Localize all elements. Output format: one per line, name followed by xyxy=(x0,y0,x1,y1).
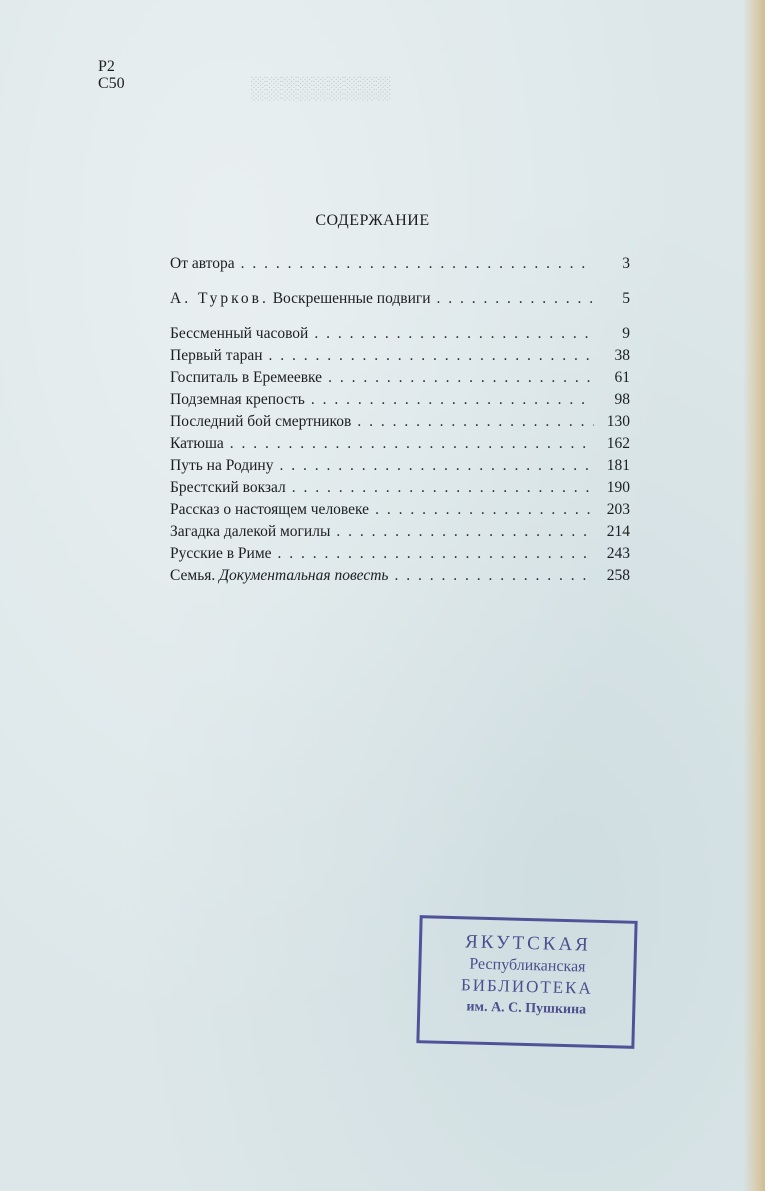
toc-entry xyxy=(170,435,630,457)
toc-entry xyxy=(170,545,630,567)
toc-entry-title: Бессменный часовой xyxy=(170,325,309,342)
toc-entry-title xyxy=(170,290,431,308)
toc-entry xyxy=(170,325,630,347)
toc-entry xyxy=(170,457,630,479)
show-through-text: ░░░░░░░░░ xyxy=(250,75,391,100)
toc-entry-title-text: Семья. xyxy=(170,567,216,584)
toc-entry-page: 130 xyxy=(606,413,630,430)
dot-leader xyxy=(279,457,594,475)
dot-leader xyxy=(230,435,594,453)
toc-entry-page: 9 xyxy=(622,325,630,342)
toc-entry-page: 181 xyxy=(606,457,630,474)
toc-entry-title: Катюша xyxy=(170,435,224,452)
toc-entry xyxy=(170,501,630,523)
toc-entry-page: 5 xyxy=(622,290,630,307)
toc-entry-title: Загадка далекой могилы xyxy=(170,523,331,540)
toc-entry-page: 61 xyxy=(614,369,630,386)
shelf-code xyxy=(98,58,125,92)
toc-entry xyxy=(170,523,630,545)
toc-entry xyxy=(170,391,630,413)
page-edge xyxy=(743,0,765,1191)
stamp-line-4: им. А. С. Пушкина xyxy=(466,999,587,1018)
toc-entry-title: Путь на Родину xyxy=(170,457,274,474)
page-title: СОДЕРЖАНИЕ xyxy=(315,212,430,229)
toc-entry-title: Первый таран xyxy=(170,347,263,364)
dot-leader xyxy=(357,413,594,431)
dot-leader xyxy=(269,347,595,365)
toc-entry-page: 162 xyxy=(606,435,630,452)
dot-leader xyxy=(314,325,594,343)
dot-leader xyxy=(311,391,594,409)
toc-entry-subtitle: Документальная повесть xyxy=(219,567,389,584)
toc-entry-title: От автора xyxy=(170,255,235,272)
toc-entry xyxy=(170,290,630,312)
dot-leader xyxy=(292,479,594,497)
dot-leader xyxy=(328,369,594,387)
toc-entry-page: 38 xyxy=(614,347,630,364)
toc-entry-title-text: Воскрешенные подвиги xyxy=(272,290,431,307)
toc-entry-title: Последний бой смертников xyxy=(170,413,352,430)
toc-entry-page: 98 xyxy=(614,391,630,408)
toc-entry xyxy=(170,567,630,589)
library-stamp xyxy=(416,915,637,1049)
toc-entry-page: 190 xyxy=(606,479,630,496)
stamp-line-2: Республиканская xyxy=(469,955,586,976)
toc-entry-page: 214 xyxy=(606,523,630,540)
toc-entry-title: Брестский вокзал xyxy=(170,479,286,496)
toc-entry xyxy=(170,413,630,435)
stamp-line-3: БИБЛИОТЕКА xyxy=(460,975,594,998)
toc-entry-page: 3 xyxy=(622,255,630,272)
dot-leader xyxy=(241,255,594,273)
toc-entry xyxy=(170,369,630,391)
toc-entry-title xyxy=(170,567,388,585)
toc-entry-title: Рассказ о настоящем человеке xyxy=(170,501,370,518)
toc-entry-author: А. Турков. xyxy=(170,290,269,307)
toc-entry-title: Русские в Риме xyxy=(170,545,272,562)
dot-leader xyxy=(394,567,594,585)
shelf-code-line-1: Р2 xyxy=(98,58,115,75)
toc-entry-title: Подземная крепость xyxy=(170,391,305,408)
dot-leader xyxy=(278,545,594,563)
toc-entry-page: 258 xyxy=(606,567,630,584)
toc-entry xyxy=(170,255,630,277)
toc-entry-page: 243 xyxy=(606,545,630,562)
toc-entry-title: Госпиталь в Еремеевке xyxy=(170,369,323,386)
toc-entry-page: 203 xyxy=(606,501,630,518)
stamp-line-1: ЯКУТСКАЯ xyxy=(464,931,592,956)
toc-entry xyxy=(170,479,630,501)
dot-leader xyxy=(437,290,594,308)
shelf-code-line-2: С50 xyxy=(98,75,125,92)
toc-entry xyxy=(170,347,630,369)
dot-leader xyxy=(375,501,594,519)
dot-leader xyxy=(336,523,594,541)
